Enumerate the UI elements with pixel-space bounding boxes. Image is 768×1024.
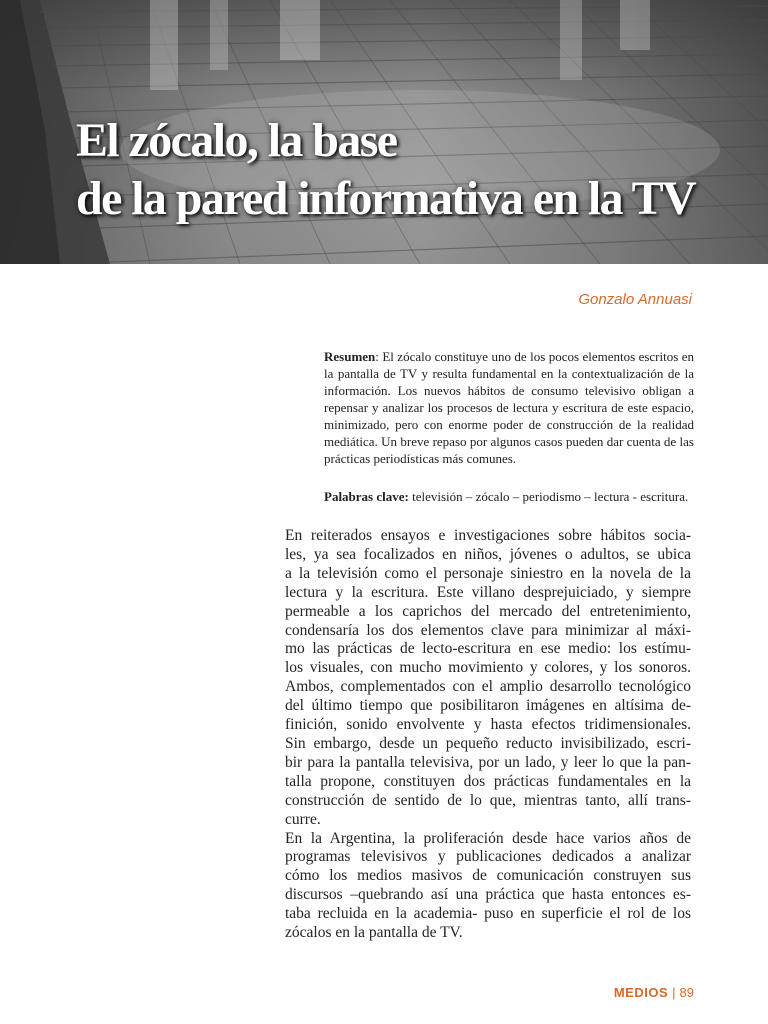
keywords-text: televisión – zócalo – periodismo – lectura - escritura. <box>408 489 689 504</box>
abstract-label: Resumen <box>324 349 376 364</box>
body-line: En reiterados ensayos e investigaciones sobre hábitos socia- <box>285 527 691 544</box>
body-line: cómo los medios masivos de comunicación construyen sus <box>285 867 691 885</box>
section-label: MEDIOS <box>613 985 669 1000</box>
keywords <box>324 488 704 505</box>
body-line: Ambos, complementados con el amplio desarrollo tecnológico <box>285 678 691 696</box>
body-line: condensaría los dos elementos clave para minimizar al máxi- <box>285 621 691 639</box>
keywords-label: Palabras clave: <box>324 489 409 504</box>
body-line: finición, sonido envolvente y hasta efectos tridimensionales. <box>285 716 691 734</box>
body-line: les, ya sea focalizados en niños, jóvenes o adultos, se ubica <box>285 545 691 563</box>
body-line: lectura y la escritura. Este villano desprejuiciado, y siempre <box>285 583 691 601</box>
body-line: talla propone, constituyen dos prácticas fundamentales en la <box>285 772 691 790</box>
body-line: Sin embargo, desde un pequeño reducto invisibilizado, escri- <box>285 734 691 752</box>
body-line: mo las prácticas de lecto-escritura en ese medio: los estímu- <box>285 640 691 658</box>
article-title <box>76 112 756 228</box>
article-title-line-1: El zócalo, la base <box>76 114 397 167</box>
body-line: En la Argentina, la proliferación desde hace varios años de <box>285 829 691 847</box>
body-line: zócalos en la pantalla de TV. <box>285 924 463 942</box>
abstract-text: : El zócalo constituye uno de los pocos elementos escritos en la pantalla de TV y resulta fundamental en la contextualización de la información. Los nuevos hábitos de consumo televisivo obligan a repensar y analizar los procesos de lectura y escritura de este espacio, minimizado, pero con enorme poder de construcción de la realidad mediática. Un breve repaso por algunos casos pueden dar cuenta de las prácticas periodísticas más comunes. <box>324 349 694 466</box>
body-line: discursos –quebrando así una práctica que hasta entonces es- <box>285 886 691 904</box>
body-line: los visuales, con mucho movimiento y colores, y los sonoros. <box>285 659 691 677</box>
hero-photo <box>0 0 768 264</box>
body-line: permeable a los caprichos del mercado del entretenimiento, <box>285 602 691 620</box>
footer-separator: | <box>672 985 676 1000</box>
body-line: construcción de sentido de lo que, mientras tanto, allí trans- <box>285 791 691 809</box>
article-title-line-2: de la pared informativa en la TV <box>76 172 696 225</box>
page-footer <box>614 985 694 1000</box>
page-number: 89 <box>679 985 694 1000</box>
body-line: taba recluida en la academia- puso en superficie el rol de los <box>285 905 691 923</box>
abstract <box>324 348 694 467</box>
author-name: Gonzalo Annuasi <box>578 291 692 308</box>
body-line: a la televisión como el personaje siniestro en la novela de la <box>285 564 691 582</box>
body-line: del último tiempo que posibilitaron imágenes en altísima de- <box>285 697 691 715</box>
body-line: curre. <box>285 810 321 828</box>
body-line: bir para la pantalla televisiva, por un lado, y leer lo que la pan- <box>285 753 691 771</box>
article-body <box>285 527 691 943</box>
body-line: programas televisivos y publicaciones dedicados a analizar <box>285 848 691 866</box>
